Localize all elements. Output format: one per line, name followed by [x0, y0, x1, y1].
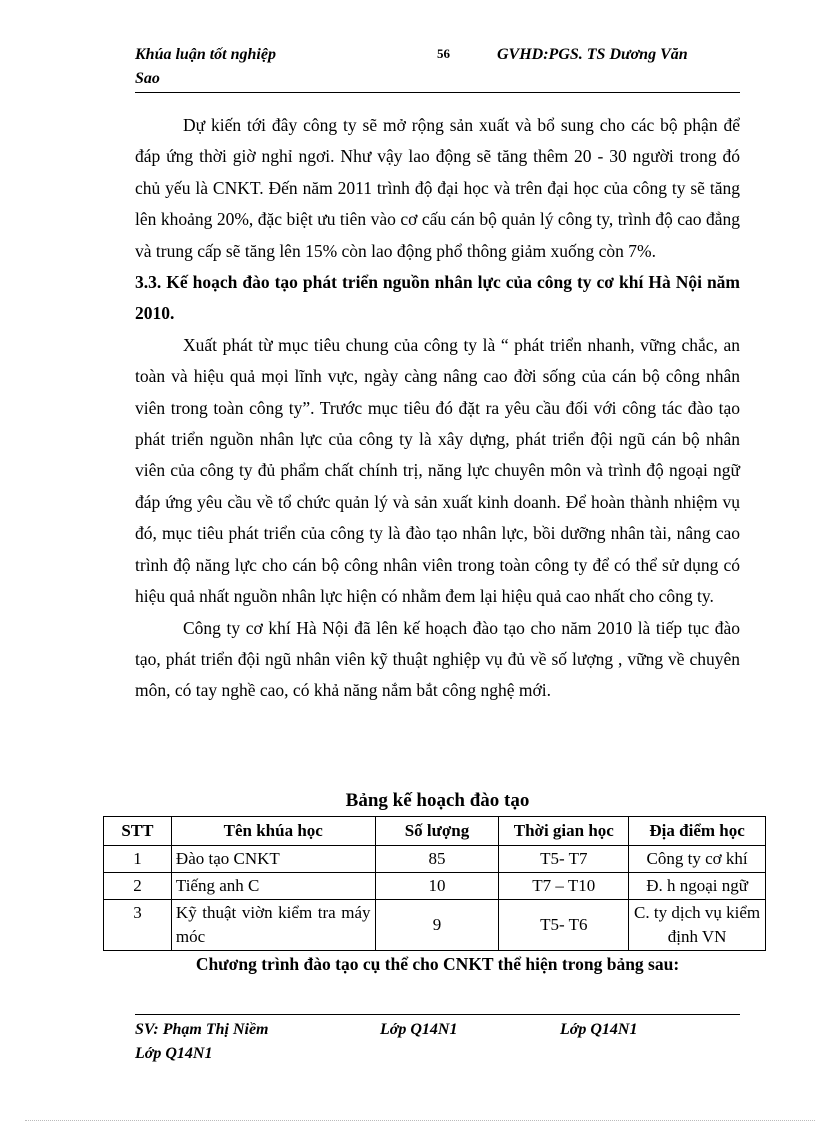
footer-class: Lớp Q14N1: [135, 1045, 213, 1062]
footer-student: SV: Phạm Thị Niềm: [135, 1021, 269, 1038]
cell-quantity: 10: [375, 873, 499, 900]
table-row: [104, 900, 766, 951]
col-header: STT: [104, 817, 172, 846]
bottom-divider: [25, 1120, 815, 1121]
table-row: [104, 846, 766, 873]
col-header: Số lượng: [375, 817, 499, 846]
table-row: [104, 873, 766, 900]
footer-class: Lớp Q14N1: [380, 1021, 458, 1038]
cell-time: T5- T6: [499, 900, 629, 951]
cell-location: C. ty dịch vụ kiểm định VN: [629, 900, 766, 951]
header-supervisor-cont: Sao: [135, 70, 160, 87]
paragraph-1: Dự kiến tới đây công ty sẽ mở rộng sản xuất và bổ sung cho các bộ phận để đáp ứng thời giờ nghỉ ngơi. Như vậy lao động sẽ tăng thêm 20 - 30 người trong đó chủ yếu là CNKT. Đến năm 2011 trình độ đại học và trên đại học của công ty sẽ tăng lên khoảng 20%, đặc biệt ưu tiên vào cơ cấu cán bộ quản lý công ty, trình độ cao đẳng và trung cấp sẽ tăng lên 15% còn lao động phổ thông giảm xuống còn 7%.: [135, 115, 740, 261]
page-footer: [135, 1014, 740, 1067]
cell-location: Công ty cơ khí: [629, 846, 766, 873]
cell-stt: 3: [104, 900, 172, 951]
header-title: Khúa luận tốt nghiệp: [135, 46, 276, 63]
cell-location: Đ. h ngoại ngữ: [629, 873, 766, 900]
cell-time: T5- T7: [499, 846, 629, 873]
table-caption: Chương trình đào tạo cụ thể cho CNKT thể hiện trong bảng sau:: [195, 954, 680, 974]
cell-course: Kỹ thuật viờn kiểm tra máy móc: [171, 900, 375, 951]
paragraph-3: Công ty cơ khí Hà Nội đã lên kế hoạch đào tạo cho năm 2010 là tiếp tục đào tạo, phát triển đội ngũ nhân viên kỹ thuật nghiệp vụ đủ về số lượng , vững về chuyên môn, có tay nghề cao, có khả năng nắm bắt công nghệ mới.: [135, 617, 740, 701]
cell-course: Tiếng anh C: [171, 873, 375, 900]
col-header: Thời gian học: [499, 817, 629, 846]
page-number: 56: [437, 46, 450, 61]
paragraph-2: Xuất phát từ mục tiêu chung của công ty là “ phát triển nhanh, vững chắc, an toàn và hiệu quả mọi lĩnh vực, ngày càng nâng cao đời sống của cán bộ công nhân viên trong toàn công ty”. Trước mục tiêu đó đặt ra yêu cầu đối với công tác đào tạo phát triển nguồn nhân lực của công ty là xây dựng, phát triển đội ngũ cán bộ nhân viên của công ty đủ phẩm chất chính trị, năng lực chuyên môn và trình độ ngoại ngữ đáp ứng yêu cầu về tổ chức quản lý và sản xuất kinh doanh. Để hoàn thành nhiệm vụ đó, mục tiêu phát triển của công ty là đào tạo nhân lực, bồi dưỡng nhân tài, nâng cao trình độ năng lực cho cán bộ công nhân viên trong toàn công ty để có thể sử dụng có hiệu quả nhất nguồn nhân lực hiện có nhằm đem lại hiệu quả cao nhất cho công ty.: [135, 334, 740, 607]
cell-stt: 1: [104, 846, 172, 873]
main-text: [135, 110, 740, 707]
training-plan-table: [103, 816, 766, 951]
table-header-row: [104, 817, 766, 846]
footer-class: Lớp Q14N1: [560, 1021, 638, 1038]
col-header: Tên khúa học: [171, 817, 375, 846]
page-header: [135, 44, 740, 93]
cell-stt: 2: [104, 873, 172, 900]
header-supervisor: GVHD:PGS. TS Dương Văn: [497, 46, 688, 63]
cell-quantity: 85: [375, 846, 499, 873]
cell-course: Đào tạo CNKT: [171, 846, 375, 873]
cell-time: T7 – T10: [499, 873, 629, 900]
cell-quantity: 9: [375, 900, 499, 951]
section-heading: 3.3. Kế hoạch đào tạo phát triển nguồn nhân lực của công ty cơ khí Hà Nội năm 2010.: [135, 272, 740, 324]
table-title: Bảng kế hoạch đào tạo: [345, 790, 530, 811]
col-header: Địa điểm học: [629, 817, 766, 846]
